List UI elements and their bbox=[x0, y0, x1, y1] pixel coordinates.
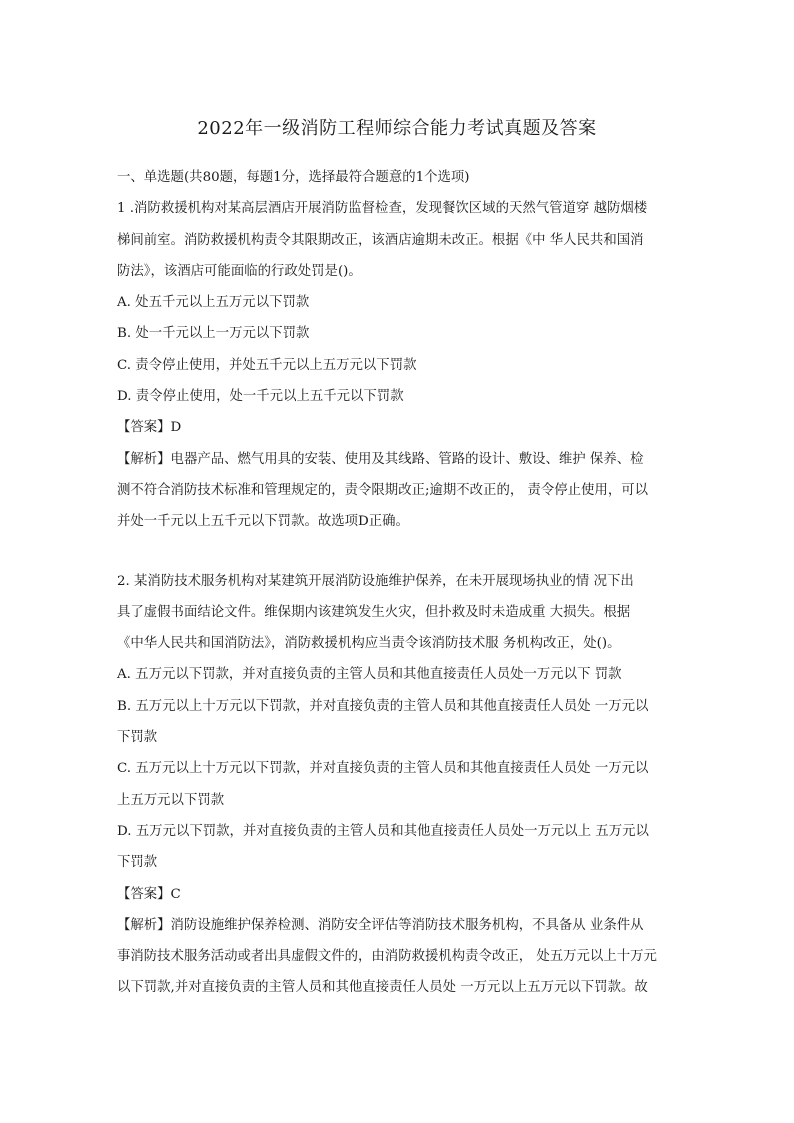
question-1 bbox=[117, 193, 683, 537]
stem-line: 梯间前室。消防救援机构责令其限期改正，该酒店逾期未改正。根据《中 华人民共和国消 bbox=[117, 232, 644, 248]
section-header: 一、单选题(共80题，每题1分，选择最符合题意的1个选项) bbox=[117, 170, 470, 185]
stem-line: 《中华人民共和国消防法》，消防救援机构应当责令该消防技术服 务机构改正，处()。 bbox=[117, 636, 621, 652]
option-c bbox=[117, 350, 683, 381]
analysis-line: 事消防技术服务活动或者出具虚假文件的，由消防救援机构责令改正， 处五万元以上十万元 bbox=[117, 949, 657, 965]
option-line: C. 五万元以上十万元以下罚款，并对直接负责的主管人员和其他直接责任人员处 一万元以 bbox=[117, 761, 649, 777]
option-c bbox=[117, 753, 683, 816]
question-2 bbox=[117, 566, 683, 1004]
analysis bbox=[117, 444, 683, 538]
option-b bbox=[117, 318, 683, 349]
option-line: A. 五万元以下罚款，并对直接负责的主管人员和其他直接责任人员处一万元以下 罚款 bbox=[117, 667, 622, 683]
option-a bbox=[117, 287, 683, 318]
option-line: 上五万元以下罚款 bbox=[117, 792, 225, 808]
question-stem bbox=[117, 193, 683, 287]
option-line: B. 处一千元以上一万元以下罚款 bbox=[117, 326, 310, 342]
option-line: C. 责令停止使用，并处五千元以上五万元以下罚款 bbox=[117, 357, 417, 373]
option-line: 下罚款 bbox=[117, 730, 158, 746]
option-d bbox=[117, 381, 683, 412]
stem-line: 防法》，该酒店可能面临的行政处罚是()。 bbox=[117, 263, 362, 279]
analysis bbox=[117, 910, 683, 1004]
option-d bbox=[117, 816, 683, 879]
analysis-line: 并处一千元以上五千元以下罚款。故选项D正确。 bbox=[117, 514, 409, 530]
option-line: 下罚款 bbox=[117, 855, 158, 871]
option-line: B. 五万元以上十万元以下罚款，并对直接负责的主管人员和其他直接责任人员处 一万元以 bbox=[117, 698, 649, 714]
analysis-line: 测不符合消防技术标准和管理规定的，责令限期改正;逾期不改正的， 责令停止使用，可以 bbox=[117, 482, 648, 498]
document-body bbox=[117, 162, 683, 1008]
analysis-line: 以下罚款,并对直接负责的主管人员和其他直接责任人员处 一万元以上五万元以下罚款。故 bbox=[117, 980, 648, 996]
answer: 【答案】C bbox=[117, 886, 181, 902]
option-line: D. 责令停止使用，处一千元以上五千元以下罚款 bbox=[117, 389, 404, 405]
option-line: D. 五万元以下罚款，并对直接负责的主管人员和其他直接责任人员处一万元以上 五万元以 bbox=[117, 823, 649, 839]
question-spacer bbox=[117, 542, 683, 566]
option-b bbox=[117, 691, 683, 754]
stem-line: 2. 某消防技术服务机构对某建筑开展消防设施维护保养，在未开展现场执业的情 况下出 bbox=[117, 573, 634, 589]
answer: 【答案】D bbox=[117, 420, 182, 436]
page-title: 2022年一级消防工程师综合能力考试真题及答案 bbox=[197, 118, 597, 139]
question-stem bbox=[117, 566, 683, 660]
option-a bbox=[117, 659, 683, 690]
analysis-line: 【解析】消防设施维护保养检测、消防安全评估等消防技术服务机构，不具备从 业条件从 bbox=[117, 917, 644, 933]
analysis-line: 【解析】电器产品、燃气用具的安装、使用及其线路、管路的设计、敷设、维护 保养、检 bbox=[117, 451, 644, 467]
stem-line: 具了虚假书面结论文件。维保期内该建筑发生火灾，但扑救及时未造成重 大损失。根据 bbox=[117, 604, 631, 620]
option-line: A. 处五千元以上五万元以下罚款 bbox=[117, 295, 310, 311]
stem-line: 1 .消防救援机构对某高层酒店开展消防监督检查，发现餐饮区域的天然气管道穿 越防烟楼 bbox=[117, 201, 648, 217]
